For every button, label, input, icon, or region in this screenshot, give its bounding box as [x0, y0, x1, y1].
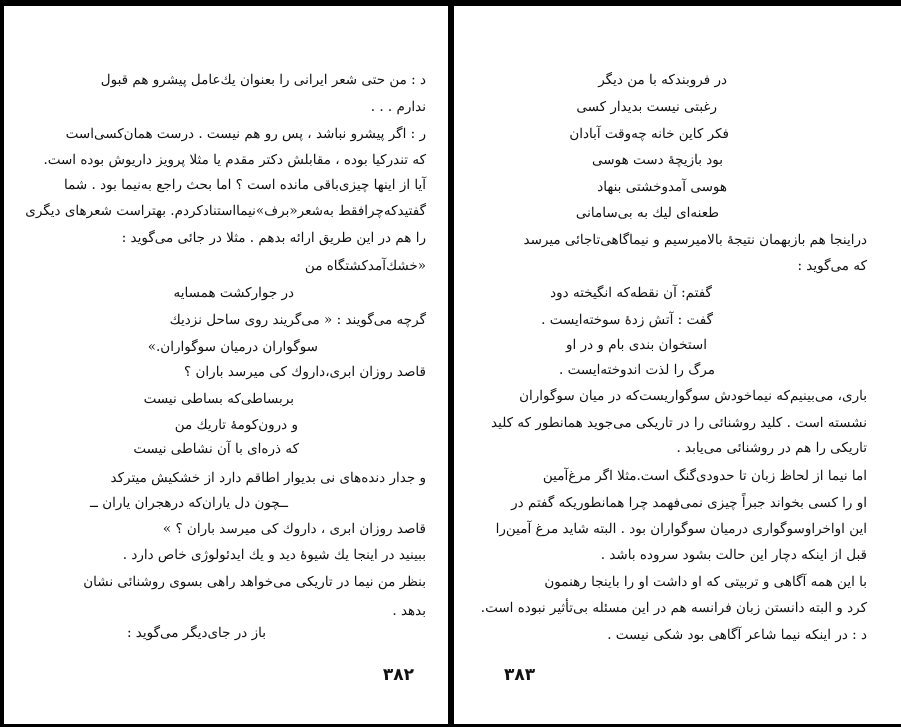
text-line: این اواخراوسوگواری درمیان سوگواران بود . البته شاید مرغ آمین‌را	[495, 521, 867, 537]
text-line: در فروبندكه با من دیگر	[598, 72, 727, 88]
text-line: آیا از اینها چیزی‌باقی مانده است ؟ اما بحث راجع به‌نیما بود . شما	[64, 177, 426, 193]
page-number: ۳۸۲	[382, 665, 414, 685]
text-line: فكر كاین خانه چه‌وقت آبادان	[569, 126, 729, 142]
text-line: ر : اگر پیشرو نباشد ، پس رو هم نیست . درست همان‌کسی‌است	[65, 126, 426, 142]
text-line: كه می‌گوید :	[797, 258, 867, 274]
text-line: ندارم . . .	[370, 99, 426, 115]
text-line: كرد و البته دانستن زبان فرانسه هم در این مسئله بی‌تأثیر نبوده است.	[480, 600, 867, 616]
text-line: تاریكی را هم در روشنائی می‌یابد .	[676, 440, 867, 456]
text-line: او را كسی بخواند جبراً چیزی نمی‌فهمد چرا همانطوریكه گفتم در	[511, 495, 867, 511]
text-line: و درون‌كومهٔ تاریك من	[174, 417, 298, 433]
text-line: باری، می‌بینیم‌كه نیماخودش سوگواریست‌كه در میان سوگواران	[519, 388, 867, 404]
text-line: «خشك‌آمدكشتگاه من	[304, 258, 426, 274]
text-line: قاصد روزان ابری،داروك كی میرسد باران ؟	[184, 364, 426, 380]
text-line: هوسی آمدوخشتی بنهاد	[597, 179, 727, 195]
text-line: د : من حتی شعر ایرانی را بعنوان یك‌عامل پیشرو هم قبول	[100, 72, 426, 88]
text-line: که تندرکیا بوده ، مقابلش دکتر مقدم یا مثلا پرویز داریوش بوده است.	[43, 152, 426, 168]
text-line: را هم در این طریق ارائه بدهم . مثلا در جائی می‌گوید :	[121, 230, 426, 246]
left-page	[4, 0, 448, 727]
text-line: طعنه‌ای لیك به بی‌سامانی	[575, 205, 719, 221]
text-line: د : در اینكه نیما شاعر آگاهی بود شكی نیست .	[607, 627, 867, 643]
text-line: مرگ را لذت اندوخته‌ایست .	[559, 362, 715, 378]
text-line: اما نیما از لحاظ زبان تا حدودی‌گنگ است.مثلا اگر مرغ‌آمین	[542, 468, 867, 484]
text-line: گفتیدکه‌چرافقط به‌شعر«برف»نیمااستنادکردم. بهتراست شعرهای دیگری	[25, 203, 426, 219]
page-number: ۳۸۳	[504, 665, 536, 685]
text-line: نشسته است . كلید روشنائی را در تاریكی می‌جوید همانطور كه كلید	[491, 415, 867, 431]
text-line: بربساطی‌كه بساطی نیست	[143, 391, 294, 407]
text-line: گفتم: آن نقطه‌كه انگیخته دود	[550, 285, 712, 301]
text-line: و جدار دنده‌های نی بدیوار اطاقم دارد از خشكیش میتركد	[110, 470, 426, 486]
text-line: كه ذره‌ای با آن نشاطی نیست	[133, 441, 299, 457]
text-line: در جوارکشت همسایه	[173, 285, 294, 301]
right-page	[454, 0, 901, 727]
text-line: بود بازیچهٔ دست هوسی	[592, 152, 723, 168]
text-line: ــچون دل یاران‌كه درهجران یاران ــ	[90, 495, 288, 511]
text-line: با این همه آگاهی و تربیتی كه او داشت او را باینجا رهنمون	[544, 574, 867, 590]
text-line: قبل از اینكه دچار این حالت بشود سروده باشد .	[600, 547, 867, 563]
text-line: گفت : آتش زدهٔ سوخته‌ایست .	[541, 312, 713, 328]
text-line: باز در جای‌دیگر می‌گوید :	[126, 625, 266, 641]
text-line: گرچه می‌گویند : « می‌گریند روی ساحل نزدیك	[169, 312, 426, 328]
text-line: سوگواران درمیان سوگواران.»	[147, 339, 318, 355]
text-line: ببینید در اینجا یك شیوهٔ دید و یك ایدئولوژی خاص دارد .	[122, 547, 426, 563]
text-line: استخوان بندی بام و در او	[566, 337, 707, 353]
text-line: بدهد .	[392, 603, 426, 619]
text-line: بنظر من نیما در تاریكی می‌خواهد راهی بسوی روشنائی نشان	[83, 574, 426, 590]
text-line: رغبتی نیست بدیدار كسی	[576, 99, 717, 115]
text-line: قاصد روزان ابری ، داروك كی میرسد باران ؟ »	[162, 521, 426, 537]
text-line: دراینجا هم بازبهمان نتیجهٔ بالامیرسیم و نیماگاهی‌تاجائی میرسد	[523, 232, 867, 248]
